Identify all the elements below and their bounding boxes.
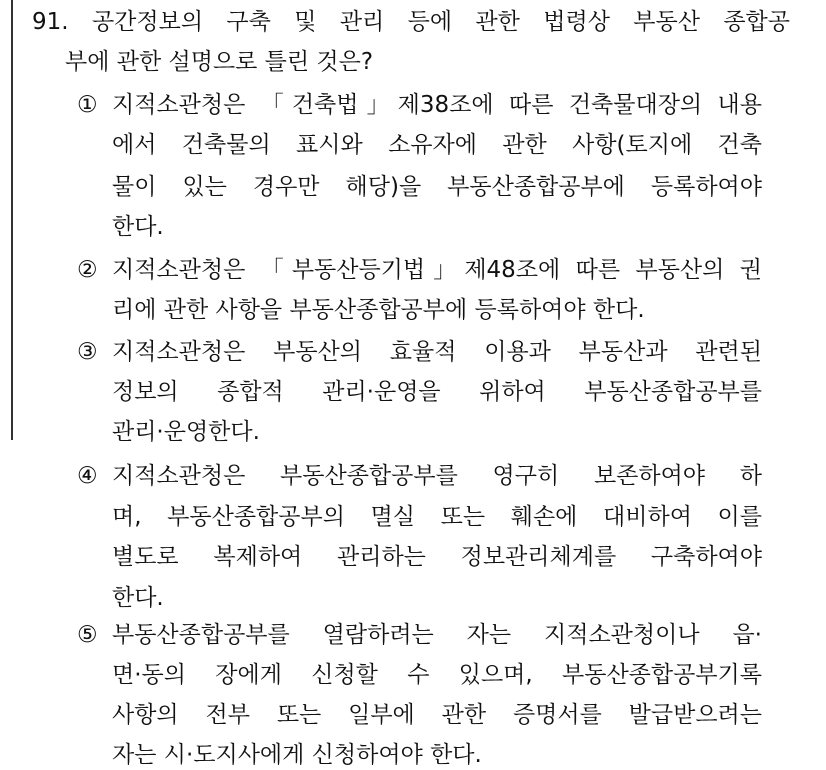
option-4-line: 지적소관청은 부동산종합공부를 영구히 보존하여야 하	[112, 463, 762, 489]
option-5-line: 사항의 전부 또는 일부에 관한 증명서를 발급받으려는	[112, 702, 762, 728]
option-5-line: 자는 시·도지사에게 신청하여야 한다.	[112, 742, 482, 768]
question-line-2: 부에 관한 설명으로 틀린 것은?	[65, 49, 374, 75]
option-4-line: 며, 부동산종합공부의 멸실 또는 훼손에 대비하여 이를	[112, 504, 762, 530]
option-2-line: 지적소관청은 「부동산등기법」제48조에 따른 부동산의 권	[112, 257, 762, 283]
option-1-line: 물이 있는 경우만 해당)을 부동산종합공부에 등록하여야	[112, 174, 762, 200]
option-4-line: 별도로 복제하여 관리하는 정보관리체계를 구축하여야	[112, 544, 762, 570]
option-1-line: 지적소관청은 「건축법」제38조에 따른 건축물대장의 내용	[112, 92, 762, 118]
option-marker[interactable]: ③	[77, 339, 98, 365]
option-1-line: 한다.	[112, 214, 164, 240]
option-marker[interactable]: ①	[77, 92, 98, 118]
option-5-line: 면·동의 장에게 신청할 수 있으며, 부동산종합공부기록	[112, 662, 762, 688]
option-marker[interactable]: ⑤	[77, 622, 98, 648]
option-5-line: 부동산종합공부를 열람하려는 자는 지적소관청이나 읍·	[112, 622, 762, 648]
option-4-line: 한다.	[112, 585, 164, 611]
option-3-line: 정보의 종합적 관리·운영을 위하여 부동산종합공부를	[112, 379, 762, 405]
margin-rule	[11, 0, 13, 440]
question-line-1: 91. 공간정보의 구축 및 관리 등에 관한 법령상 부동산 종합공	[32, 9, 790, 35]
option-2-line: 리에 관한 사항을 부동산종합공부에 등록하여야 한다.	[112, 297, 645, 323]
option-3-line: 관리·운영한다.	[112, 419, 260, 445]
option-marker[interactable]: ②	[77, 257, 98, 283]
option-marker[interactable]: ④	[77, 463, 98, 489]
option-3-line: 지적소관청은 부동산의 효율적 이용과 부동산과 관련된	[112, 339, 762, 365]
option-1-line: 에서 건축물의 표시와 소유자에 관한 사항(토지에 건축	[112, 132, 762, 158]
